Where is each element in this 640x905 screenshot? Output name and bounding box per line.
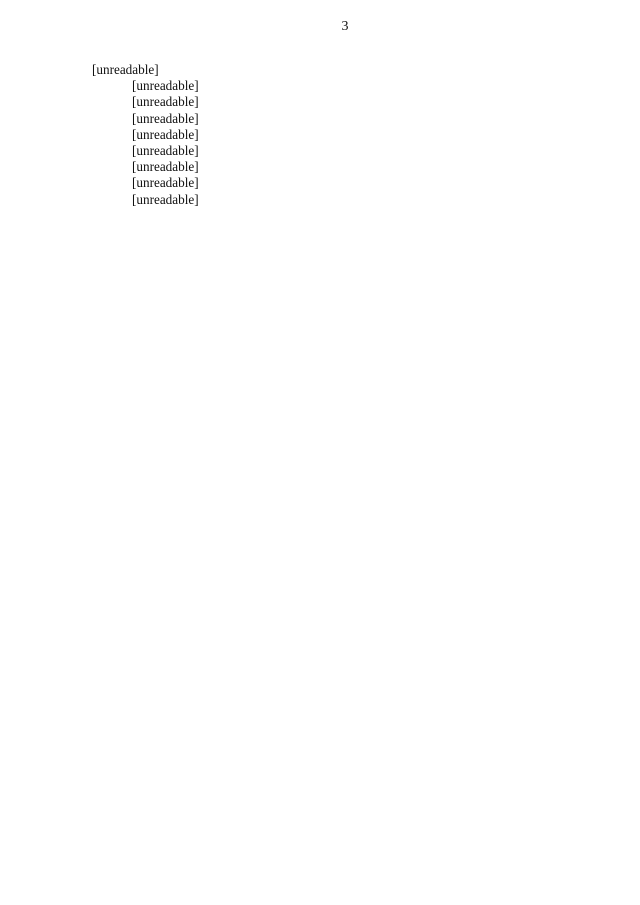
paragraph-4: [unreadable] — [132, 110, 199, 126]
paragraph-2: [unreadable] — [132, 78, 199, 94]
paragraph-5: [unreadable] — [132, 126, 199, 142]
page-number: 3 — [341, 19, 349, 34]
paragraph-1: [unreadable] — [92, 62, 159, 77]
paragraph-3: [unreadable] — [132, 94, 199, 110]
paragraph-6: [unreadable] — [132, 143, 199, 159]
paragraph-7: [unreadable] — [132, 159, 199, 175]
paragraph-8: [unreadable] — [132, 175, 199, 191]
paragraph-9: [unreadable] — [132, 191, 199, 207]
